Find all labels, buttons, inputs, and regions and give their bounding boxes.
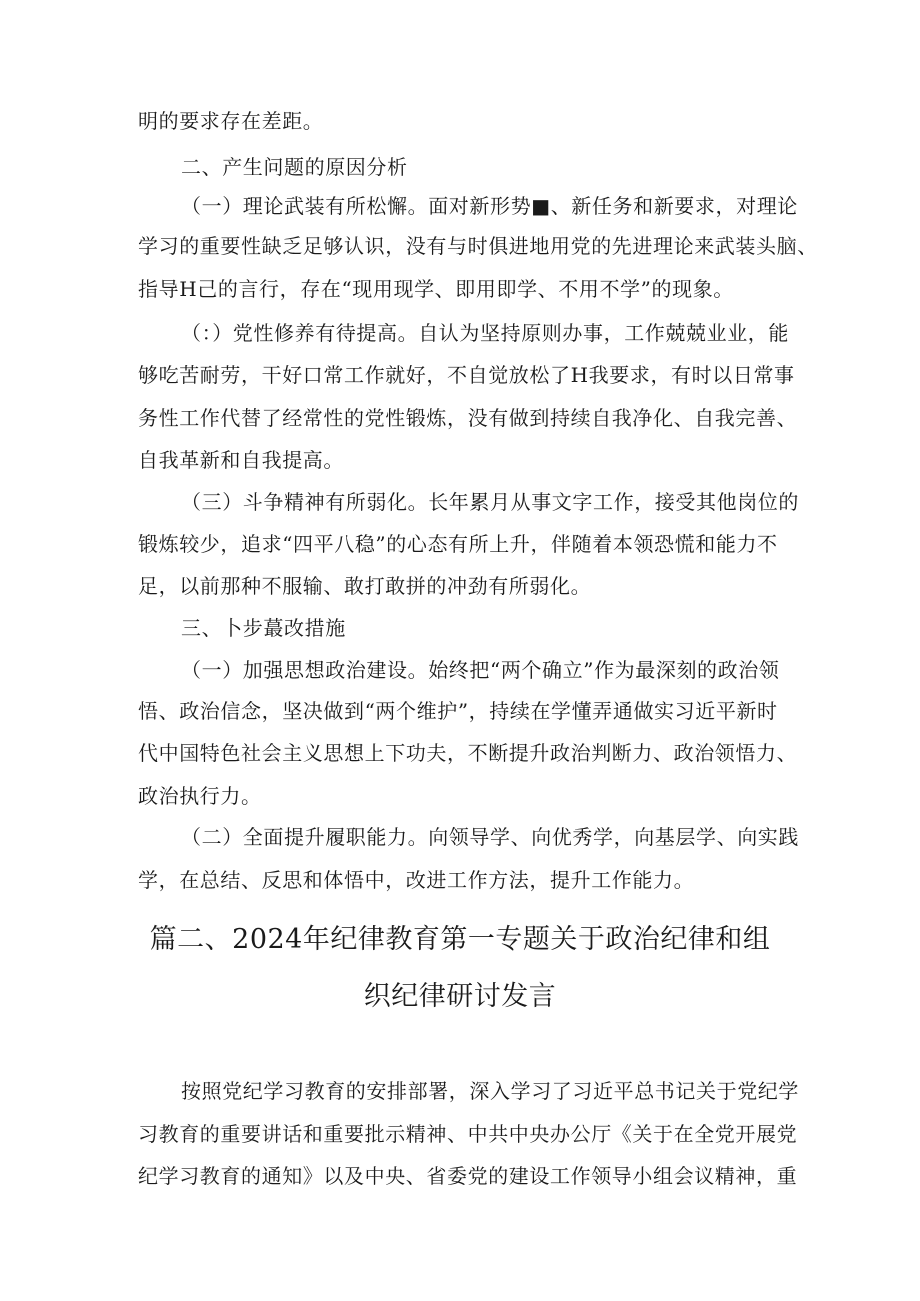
article-title-line-2: 织纪律研讨发言 [363,981,557,1012]
body-line: 学，在总结、反思和体悟中，改进工作方法，提升工作能力。 [138,868,695,892]
section-heading-causes: 二、产生问题的原因分析 [181,155,408,179]
body-line: 习教育的重要讲话和重要批示精神、中共中央办公厅《关于在全党开展党 [138,1122,798,1146]
body-line: 按照党纪学习教育的安排部署，深入学习了习近平总书记关于党纪学 [181,1079,799,1103]
body-line: 自我革新和自我提高。 [138,448,344,472]
body-line: 代中国特色社会主义思想上下功夫，不断提升政治判断力、政治领悟力、 [138,741,798,765]
body-line: 悟、政治信念，坚决做到“两个维护”，持续在学懂弄通做实习近平新时 [138,699,778,723]
body-line: 明的要求存在差距。 [138,109,324,133]
body-line: （一）理论武装有所松懈。面对新形势■、新任务和新要求，对理论 [181,194,798,218]
article-title-line-1: 篇二、2024年纪律教育第一专题关于政治纪律和组 [149,924,771,955]
body-line: 学习的重要性缺乏足够认识，没有与时俱进地用党的先进理论来武装头脑、 [138,234,818,258]
body-line: 够吃苦耐劳，干好口常工作就好，不自觉放松了H我要求，有时以日常事 [138,363,795,387]
body-line: （一）加强思想政治建设。始终把“两个确立”作为最深刻的政治领 [181,658,780,682]
body-line: 足，以前那种不服输、敢打敢拼的冲劲有所弱化。 [138,574,592,598]
body-line: 政治执行力。 [138,784,262,808]
body-line: 指导H己的言行，存在“现用现学、即用即学、不用不学”的现象。 [138,277,734,301]
body-line: 纪学习教育的通知》以及中央、省委党的建设工作领导小组会议精神，重 [138,1164,798,1188]
section-heading-measures: 三、卜步蕞改措施 [181,616,346,640]
body-line: （二）全面提升履职能力。向领导学、向优秀学，向基层学、向实践 [181,825,799,849]
body-line: 锻炼较少，追求“四平八稳”的心态有所上升，伴随着本领恐慌和能力不 [138,532,778,556]
body-line: 务性工作代替了经常性的党性锻炼，没有做到持续自我净化、自我完善、 [138,406,798,430]
body-line: （：）党性修养有待提高。自认为坚持原则办事，工作兢兢业业，能 [181,321,789,345]
body-line: （三）斗争精神有所弱化。长年累月从事文字工作，接受其他岗位的 [181,490,799,514]
